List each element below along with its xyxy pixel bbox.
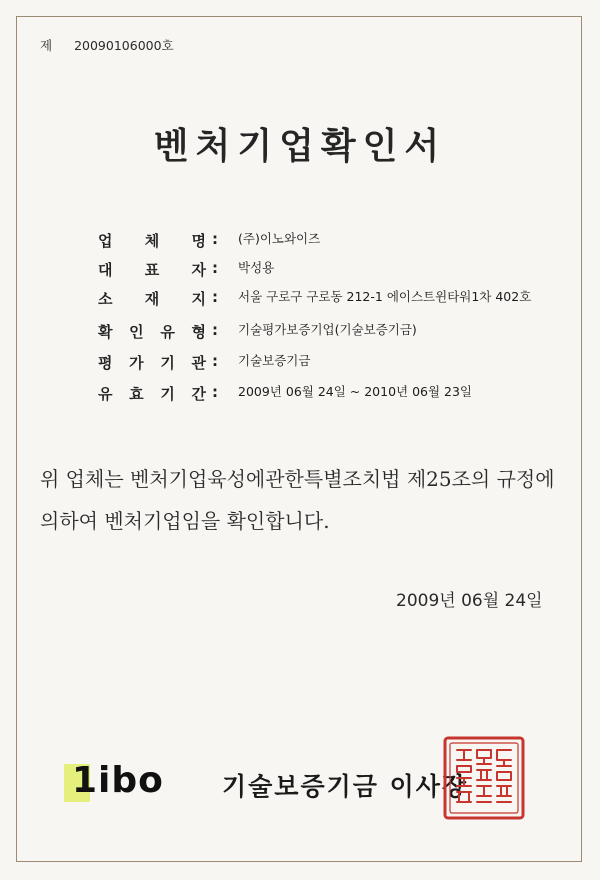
field-value: (주)이노와이즈 <box>238 231 321 246</box>
certificate-title: 벤처기업확인서 <box>153 125 447 167</box>
label-char: 가 <box>129 354 144 372</box>
label-char: 명 <box>191 232 206 250</box>
field-value: 서울 구로구 구로동 212-1 에이스트윈타워1차 402호 <box>238 289 532 304</box>
field-label <box>98 288 206 309</box>
label-char: 평 <box>98 354 113 372</box>
certificate-statement: 위 업체는 벤처기업육성에관한특별조치법 제25조의 규정에 의하여 벤처기업임을 확인합니다. <box>40 467 555 533</box>
field-colon: : <box>212 352 218 370</box>
issuer-name: 기술보증기금 이사장 <box>222 772 469 801</box>
field-evaluation-agency <box>98 352 558 376</box>
label-char: 표 <box>144 261 160 279</box>
document-number <box>40 36 174 54</box>
field-label <box>98 230 206 251</box>
field-colon: : <box>212 321 218 339</box>
field-address <box>98 288 558 312</box>
field-colon: : <box>212 288 218 306</box>
label-char: 지 <box>191 290 206 308</box>
field-label <box>98 352 206 373</box>
label-char: 인 <box>129 323 144 341</box>
field-value: 기술평가보증기업(기술보증기금) <box>238 322 417 337</box>
field-representative <box>98 259 558 283</box>
field-label <box>98 259 206 280</box>
field-value: 기술보증기금 <box>238 353 311 368</box>
doc-number-suffix: 호 <box>161 38 174 53</box>
label-char: 소 <box>98 290 113 308</box>
field-validity-period <box>98 383 558 407</box>
label-char: 체 <box>144 232 160 250</box>
field-confirmation-type <box>98 321 558 345</box>
field-value: 2009년 06월 24일 ~ 2010년 06월 23일 <box>238 384 473 399</box>
field-company-name <box>98 230 558 254</box>
field-colon: : <box>212 259 218 277</box>
official-seal-icon <box>443 736 525 820</box>
field-label <box>98 321 206 342</box>
doc-number-prefix: 제 <box>40 38 53 53</box>
label-char: 기 <box>160 354 175 372</box>
field-value: 박성용 <box>238 260 275 275</box>
label-char: 재 <box>144 290 160 308</box>
issue-date: 2009년 06월 24일 <box>396 591 543 611</box>
label-char: 간 <box>191 385 206 403</box>
label-char: 자 <box>191 261 206 279</box>
label-char: 효 <box>129 385 144 403</box>
doc-number-value: 20090106000 <box>74 38 162 53</box>
label-char: 대 <box>98 261 113 279</box>
kibo-logo: 1ibo <box>72 760 164 801</box>
label-char: 유 <box>160 323 175 341</box>
field-colon: : <box>212 230 218 248</box>
field-colon: : <box>212 383 218 401</box>
field-label <box>98 383 206 404</box>
label-char: 형 <box>191 323 206 341</box>
label-char: 기 <box>160 385 175 403</box>
label-char: 유 <box>98 385 113 403</box>
label-char: 관 <box>191 354 206 372</box>
label-char: 업 <box>98 232 113 250</box>
label-char: 확 <box>98 323 113 341</box>
